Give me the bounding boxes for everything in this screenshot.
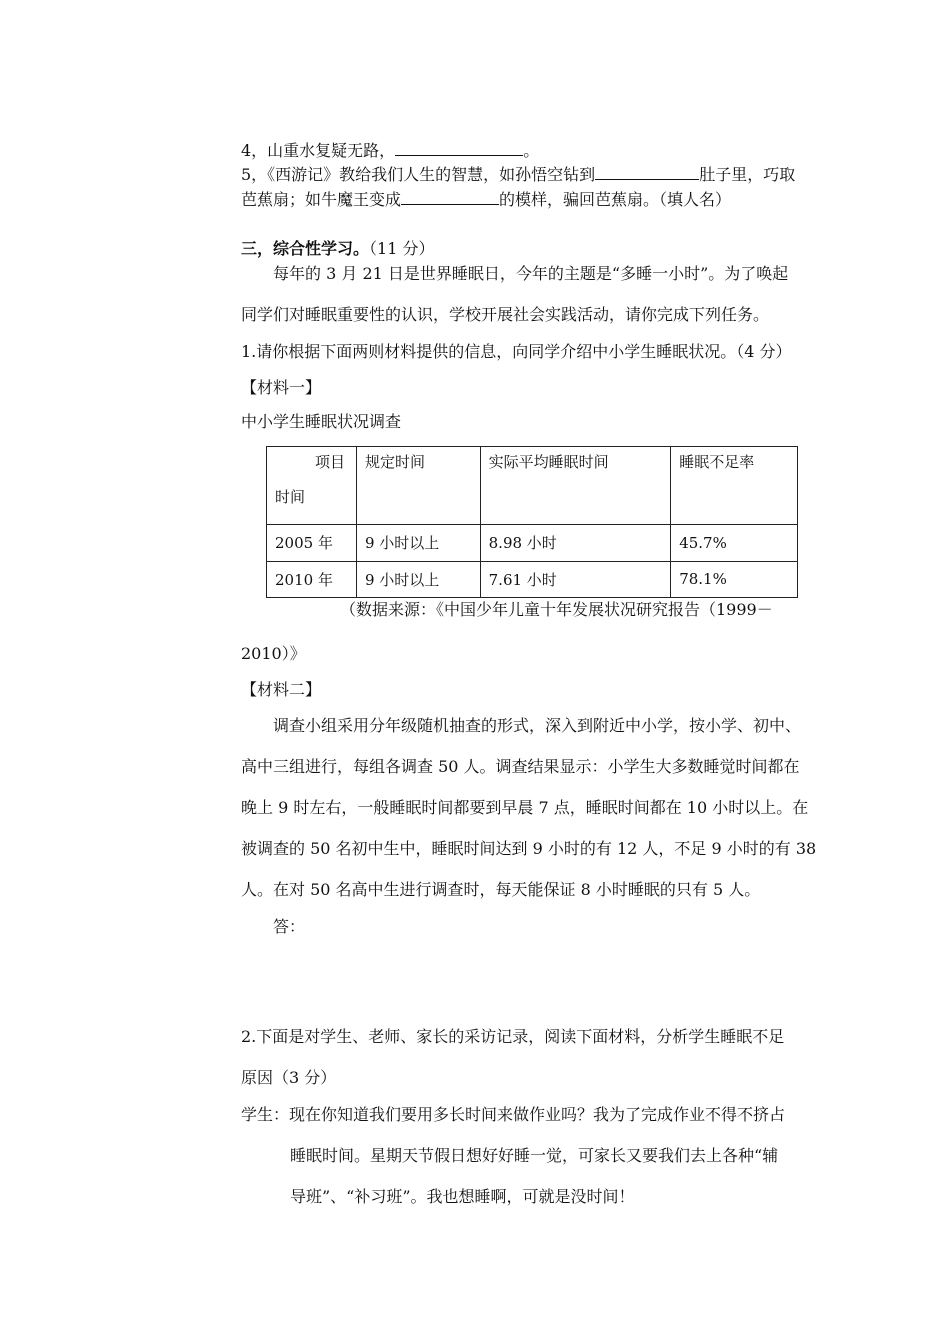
question-5-line2 [241,188,731,211]
section-heading [241,238,434,260]
header-item-label: 项目 [315,453,346,471]
answer-blank[interactable] [395,139,523,156]
intro-line-1: 每年的 3 月 21 日是世界睡眠日，今年的主题是“多睡一小时”。为了唤起 [273,264,789,283]
survey-table [266,446,798,598]
answer-label: 答： [273,917,306,936]
table-row [267,561,798,597]
material-2-label: 【材料二】 [241,680,322,699]
question-5-text-2: 芭蕉扇；如牛魔王变成 [241,190,402,209]
question-5-text: 5，《西游记》教给我们人生的智慧，如孙悟空钻到 [241,165,596,184]
question-1: 1.请你根据下面两则材料提供的信息，向同学介绍中小学生睡眠状况。（4 分） [241,342,792,361]
student-interview-line: 学生：现在你知道我们要用多长时间来做作业吗？我为了完成作业不得不挤占 [241,1105,786,1124]
material-1-label: 【材料一】 [241,378,322,397]
header-time-label: 时间 [275,488,306,506]
table-cell: 9 小时以上 [356,561,480,597]
question-4-tail: 。 [523,141,540,160]
material-2-line: 被调查的 50 名初中生中，睡眠时间达到 9 小时的有 12 人，不足 9 小时的有 38 [241,839,817,858]
table-cell: 78.1% [671,561,798,597]
question-2-line-2: 原因（3 分） [241,1068,337,1087]
section-title: 三，综合性学习。 [241,239,370,258]
table-cell: 2010 年 [267,561,357,597]
question-5-tail: 肚子里，巧取 [699,165,796,184]
data-source-line-2: 2010）》 [241,644,306,663]
intro-line-2: 同学们对睡眠重要性的认识，学校开展社会实践活动，请你完成下列任务。 [241,305,770,324]
answer-blank[interactable] [595,163,699,180]
table-header-row [267,447,798,525]
question-4 [241,139,539,162]
table-header-cell: 实际平均睡眠时间 [480,447,671,525]
question-5-tail-2: 的模样，骗回芭蕉扇。（填人名） [499,190,732,209]
student-interview-line: 导班”、“补习班”。我也想睡啊，可就是没时间！ [290,1187,635,1206]
question-2-line-1: 2.下面是对学生、老师、家长的采访记录，阅读下面材料，分析学生睡眠不足 [241,1027,785,1046]
question-4-text: 4，山重水复疑无路， [241,141,396,160]
table-header-cell: 睡眠不足率 [671,447,798,525]
question-5-line1 [241,163,795,186]
table-cell: 2005 年 [267,525,357,561]
table-cell: 8.98 小时 [480,525,671,561]
table-cell: 9 小时以上 [356,525,480,561]
table-header-corner [267,447,357,525]
table-cell: 7.61 小时 [480,561,671,597]
table-title: 中小学生睡眠状况调查 [241,412,402,431]
table-header-cell: 规定时间 [356,447,480,525]
answer-blank[interactable] [401,188,499,205]
data-source-line-1: （数据来源：《中国少年儿童十年发展状况研究报告（1999－ [340,600,773,619]
material-2-line: 晚上 9 时左右，一般睡眠时间都要到早晨 7 点，睡眠时间都在 10 小时以上。在 [241,798,809,817]
table-cell: 45.7% [671,525,798,561]
answer-area[interactable] [300,944,820,1014]
material-2-line: 调查小组采用分年级随机抽查的形式，深入到附近中小学，按小学、初中、 [273,716,802,735]
material-2-line: 高中三组进行，每组各调查 50 人。调查结果显示：小学生大多数睡觉时间都在 [241,757,800,776]
table-row [267,525,798,561]
section-score: （11 分） [369,239,435,258]
student-interview-line: 睡眠时间。星期天节假日想好好睡一觉，可家长又要我们去上各种“辅 [290,1146,779,1165]
material-2-line: 人。在对 50 名高中生进行调查时，每天能保证 8 小时睡眠的只有 5 人。 [241,880,761,899]
